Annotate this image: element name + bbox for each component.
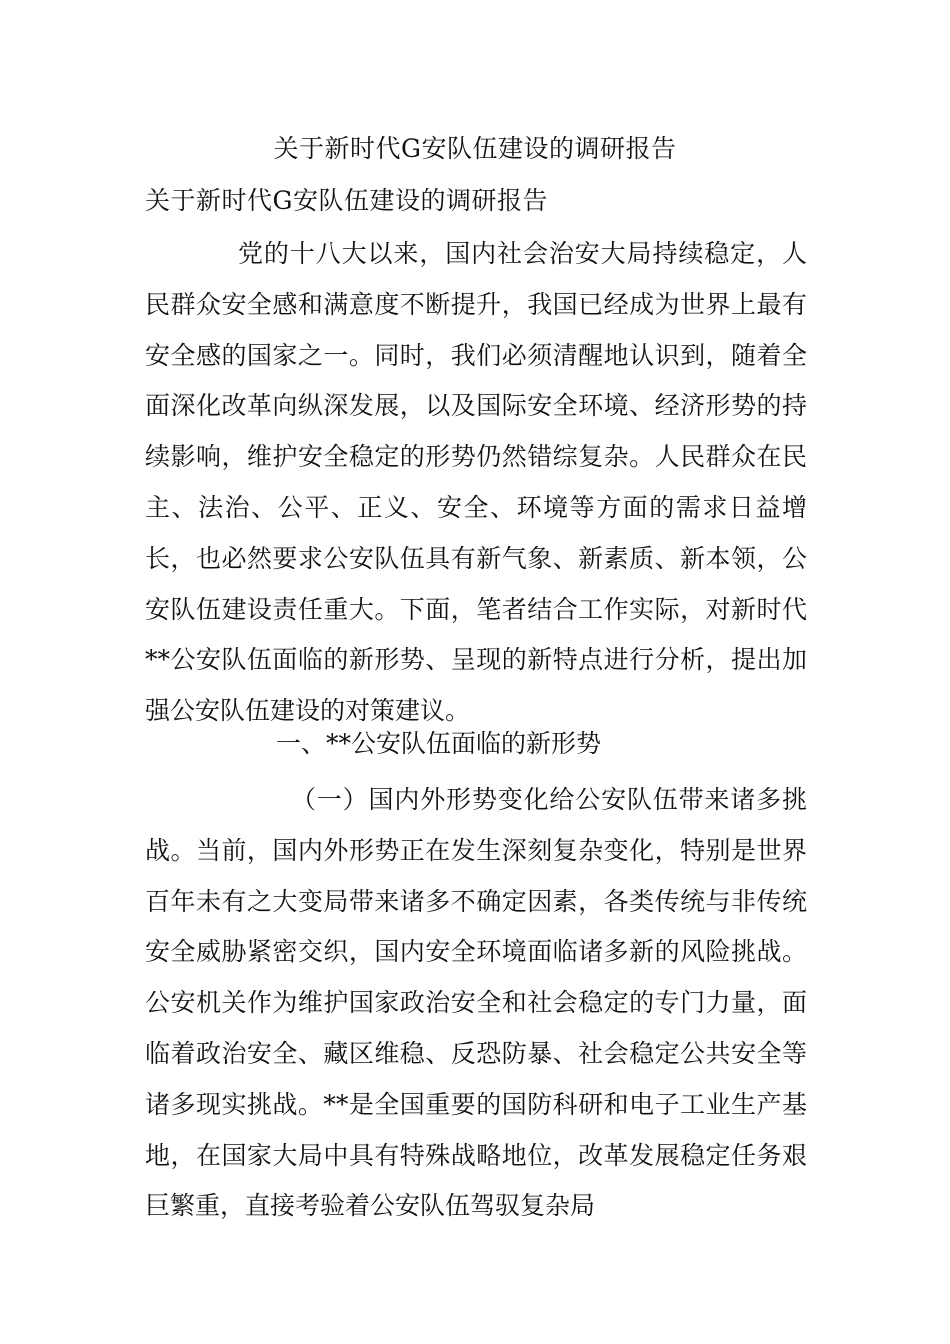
section-heading: 一、**公安队伍面临的新形势: [276, 729, 602, 758]
document-subtitle: 关于新时代G安队伍建设的调研报告: [145, 186, 548, 215]
section-paragraph: （一）国内外形势变化给公安队伍带来诸多挑战。当前，国内外形势正在发生深刻复杂变化，特别是世界百年未有之大变局带来诸多不确定因素，各类传统与非传统安全威胁紧密交织，国内安全环境面临诸多新的风险挑战。公安机关作为维护国家政治安全和社会稳定的专门力量，面临着政治安全、藏区维稳、反恐防暴、社会稳定公共安全等诸多现实挑战。**是全国重要的国防科研和电子工业生产基地，在国家大局中具有特殊战略地位，改革发展稳定任务艰巨繁重，直接考验着公安队伍驾驭复杂局: [145, 785, 807, 1221]
document-title: 关于新时代G安队伍建设的调研报告: [273, 134, 677, 163]
intro-paragraph: 党的十八大以来，国内社会治安大局持续稳定，人民群众安全感和满意度不断提升，我国已经成为世界上最有安全感的国家之一。同时，我们必须清醒地认识到，随着全面深化改革向纵深发展，以及国际安全环境、经济形势的持续影响，维护安全稳定的形势仍然错综复杂。人民群众在民主、法治、公平、正义、安全、环境等方面的需求日益增长，也必然要求公安队伍具有新气象、新素质、新本领，公安队伍建设责任重大。下面，笔者结合工作实际，对新时代**公安队伍面临的新形势、呈现的新特点进行分析，提出加强公安队伍建设的对策建议。: [145, 239, 807, 726]
